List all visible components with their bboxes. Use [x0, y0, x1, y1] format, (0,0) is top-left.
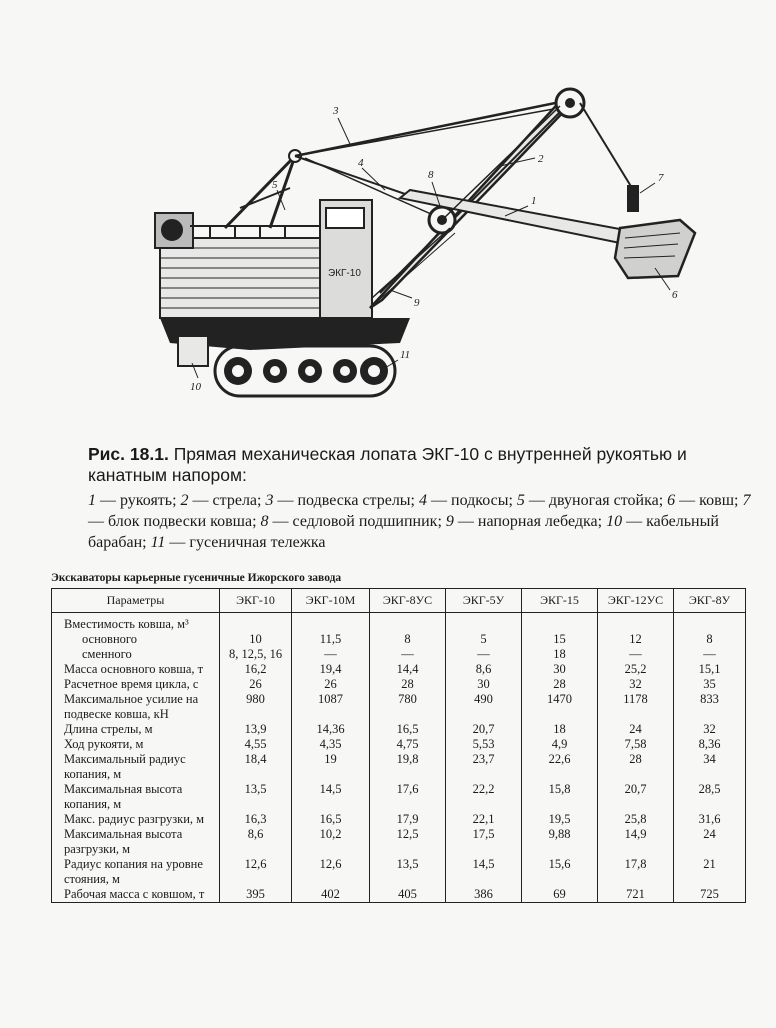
table-row [52, 752, 746, 782]
value-cell: 26 [292, 677, 370, 692]
legend-number: 2 [180, 492, 189, 509]
value-cell: 386 [446, 887, 522, 903]
param-cell: Расчетное время цикла, с [52, 677, 220, 692]
value-cell: 18 [522, 722, 598, 737]
legend-text: блок подвески ковша [108, 513, 253, 530]
excavator-drawing [150, 78, 710, 408]
value-cell: 17,5 [446, 827, 522, 857]
table-row [52, 662, 746, 677]
value-cell: 17,8 [598, 857, 674, 887]
table-header-row [52, 589, 746, 613]
legend-item: 9 — напорная лебедка [445, 513, 598, 530]
value-cell: 980 [220, 692, 292, 722]
table-row [52, 613, 746, 663]
value-cell: 833 [674, 692, 746, 722]
value-cell: 1087 [292, 692, 370, 722]
value-cell: 13,9 [220, 722, 292, 737]
legend-item: 7 — блок подвески ковша [88, 492, 751, 530]
value-cell: 8,6 [446, 662, 522, 677]
value-cell: 28 [370, 677, 446, 692]
legend-text: седловой подшипник [292, 513, 438, 530]
param-cell: Радиус копания на уровне стояния, м [52, 857, 220, 887]
callout-7: 7 [658, 172, 664, 184]
value-cell: 4,75 [370, 737, 446, 752]
legend-number: 11 [150, 534, 166, 551]
legend-text: двуногая стойка [548, 492, 659, 509]
value-cell: 31,6 [674, 812, 746, 827]
column-header: ЭКГ-10 [220, 589, 292, 613]
value-cell: 780 [370, 692, 446, 722]
table-row [52, 887, 746, 903]
legend-number: 9 [445, 513, 454, 530]
value-cell: 20,7 [598, 782, 674, 812]
param-cell: Максимальная высота разгрузки, м [52, 827, 220, 857]
column-header: Параметры [52, 589, 220, 613]
value-cell: 17,6 [370, 782, 446, 812]
callout-1: 1 [531, 195, 537, 207]
value-cell: 8,6 [220, 827, 292, 857]
value-cell: 10,2 [292, 827, 370, 857]
legend-text: рукоять [120, 492, 173, 509]
value-cell: 32 [598, 677, 674, 692]
value-cell: 19 [292, 752, 370, 782]
value-cell: 10 8, 12,5, 16 [220, 613, 292, 663]
value-cell: 34 [674, 752, 746, 782]
legend-item: 5 — двуногая стойка [516, 492, 659, 509]
value-cell: 1178 [598, 692, 674, 722]
value-cell: 14,9 [598, 827, 674, 857]
value-cell: 5 — [446, 613, 522, 663]
value-cell: 21 [674, 857, 746, 887]
table-row [52, 677, 746, 692]
value-cell: 30 [446, 677, 522, 692]
callout-4: 4 [358, 157, 364, 169]
value-cell: 14,36 [292, 722, 370, 737]
value-cell: 4,55 [220, 737, 292, 752]
table-row [52, 737, 746, 752]
value-cell: 721 [598, 887, 674, 903]
spec-table [51, 588, 746, 903]
legend-text: подкосы [451, 492, 509, 509]
value-cell: 13,5 [220, 782, 292, 812]
param-cell: Масса основного ковша, т [52, 662, 220, 677]
value-cell: 14,4 [370, 662, 446, 677]
value-cell: 15,6 [522, 857, 598, 887]
value-cell: 16,2 [220, 662, 292, 677]
bucket [615, 220, 695, 278]
value-cell: 14,5 [446, 857, 522, 887]
legend-number: 10 [606, 513, 623, 530]
value-cell: 25,2 [598, 662, 674, 677]
excavator-figure [150, 78, 710, 408]
callout-2: 2 [538, 153, 544, 165]
figure-legend: 1 — рукоять; 2 — стрела; 3 — подвеска стрелы; 4 — подкосы; 5 — двуногая стойка; 6 — ковш; 7 — блок подвески ковша; 8 — седловой подшипник; 9 — напорная лебедка; 10 — кабельный барабан; 11 — гусеничная тележка [88, 492, 751, 551]
value-cell: 22,6 [522, 752, 598, 782]
column-header: ЭКГ-8У [674, 589, 746, 613]
value-cell: 28 [598, 752, 674, 782]
value-cell: 19,5 [522, 812, 598, 827]
value-cell: 22,2 [446, 782, 522, 812]
figure-title: Прямая механическая лопата ЭКГ-10 с внутренней рукоятью и канатным напором: [88, 444, 687, 485]
value-cell: 17,9 [370, 812, 446, 827]
legend-number: 3 [265, 492, 274, 509]
legend-number: 1 [88, 492, 96, 509]
value-cell: 4,35 [292, 737, 370, 752]
value-cell: 20,7 [446, 722, 522, 737]
value-cell: 8,36 [674, 737, 746, 752]
value-cell: 405 [370, 887, 446, 903]
value-cell: 1470 [522, 692, 598, 722]
value-cell: 725 [674, 887, 746, 903]
callout-3: 3 [333, 105, 339, 117]
param-cell: Длина стрелы, м [52, 722, 220, 737]
value-cell: 490 [446, 692, 522, 722]
value-cell: 15 18 [522, 613, 598, 663]
table-row [52, 782, 746, 812]
value-cell: 23,7 [446, 752, 522, 782]
column-header: ЭКГ-12УС [598, 589, 674, 613]
legend-item: 11 — гусеничная тележка [150, 534, 326, 551]
legend-number: 7 [742, 492, 751, 509]
value-cell: 9,88 [522, 827, 598, 857]
value-cell: 15,1 [674, 662, 746, 677]
legend-text: кабельный барабан [88, 513, 719, 551]
callout-11: 11 [400, 349, 411, 361]
value-cell: 11,5 — [292, 613, 370, 663]
value-cell: 16,5 [292, 812, 370, 827]
value-cell: 402 [292, 887, 370, 903]
legend-number: 8 [260, 513, 269, 530]
value-cell: 24 [598, 722, 674, 737]
param-cell: Максимальное усилие на подвеске ковша, кН [52, 692, 220, 722]
value-cell: 19,4 [292, 662, 370, 677]
table-row [52, 692, 746, 722]
value-cell: 25,8 [598, 812, 674, 827]
param-cell: Вместимость ковша, м³ основного сменного [52, 613, 220, 663]
legend-item: 10 — кабельный барабан [88, 513, 719, 551]
callout-6: 6 [672, 289, 678, 301]
param-cell: Ход рукояти, м [52, 737, 220, 752]
legend-number: 6 [667, 492, 676, 509]
value-cell: 4,9 [522, 737, 598, 752]
value-cell: 8 — [674, 613, 746, 663]
caption-title [88, 444, 758, 486]
value-cell: 395 [220, 887, 292, 903]
callout-9: 9 [414, 297, 420, 309]
value-cell: 16,3 [220, 812, 292, 827]
legend-item: 3 — подвеска стрелы [265, 492, 411, 509]
column-header: ЭКГ-5У [446, 589, 522, 613]
value-cell: 26 [220, 677, 292, 692]
legend-text: гусеничная тележка [189, 534, 326, 551]
table-body [52, 613, 746, 903]
value-cell: 12,6 [292, 857, 370, 887]
value-cell: 7,58 [598, 737, 674, 752]
table-row [52, 722, 746, 737]
callout-8: 8 [428, 169, 434, 181]
value-cell: 12 — [598, 613, 674, 663]
legend-number: 4 [419, 492, 427, 509]
value-cell: 12,5 [370, 827, 446, 857]
legend-item: 1 — рукоять [88, 492, 173, 509]
param-cell: Макс. радиус разгрузки, м [52, 812, 220, 827]
value-cell: 24 [674, 827, 746, 857]
value-cell: 28 [522, 677, 598, 692]
param-cell: Рабочая масса с ковшом, т [52, 887, 220, 903]
legend-item: 4 — подкосы [419, 492, 509, 509]
legend-text: ковш [699, 492, 735, 509]
param-cell: Максимальный радиус копания, м [52, 752, 220, 782]
legend-item: 2 — стрела [180, 492, 258, 509]
value-cell: 15,8 [522, 782, 598, 812]
cab-label: ЭКГ-10 [328, 268, 361, 279]
value-cell: 18,4 [220, 752, 292, 782]
callout-5: 5 [272, 179, 278, 191]
value-cell: 28,5 [674, 782, 746, 812]
value-cell: 8 — [370, 613, 446, 663]
value-cell: 5,53 [446, 737, 522, 752]
table-row [52, 827, 746, 857]
value-cell: 22,1 [446, 812, 522, 827]
value-cell: 32 [674, 722, 746, 737]
table-title: Экскаваторы карьерные гусеничные Ижорского завода [51, 572, 342, 584]
legend-item: 6 — ковш [667, 492, 735, 509]
table-row [52, 857, 746, 887]
value-cell: 35 [674, 677, 746, 692]
legend-number: 5 [516, 492, 525, 509]
value-cell: 30 [522, 662, 598, 677]
callout-10: 10 [190, 381, 201, 393]
value-cell: 13,5 [370, 857, 446, 887]
value-cell: 16,5 [370, 722, 446, 737]
value-cell: 12,6 [220, 857, 292, 887]
column-header: ЭКГ-10М [292, 589, 370, 613]
column-header: ЭКГ-15 [522, 589, 598, 613]
figure-number: Рис. 18.1. [88, 444, 169, 464]
table-row [52, 812, 746, 827]
legend-item: 8 — седловой подшипник [260, 513, 438, 530]
param-cell: Максимальная высота копания, м [52, 782, 220, 812]
value-cell: 19,8 [370, 752, 446, 782]
legend-text: напорная лебедка [477, 513, 598, 530]
column-header: ЭКГ-8УС [370, 589, 446, 613]
legend-text: подвеска стрелы [297, 492, 411, 509]
legend-text: стрела [212, 492, 258, 509]
value-cell: 14,5 [292, 782, 370, 812]
value-cell: 69 [522, 887, 598, 903]
figure-caption [88, 444, 758, 553]
